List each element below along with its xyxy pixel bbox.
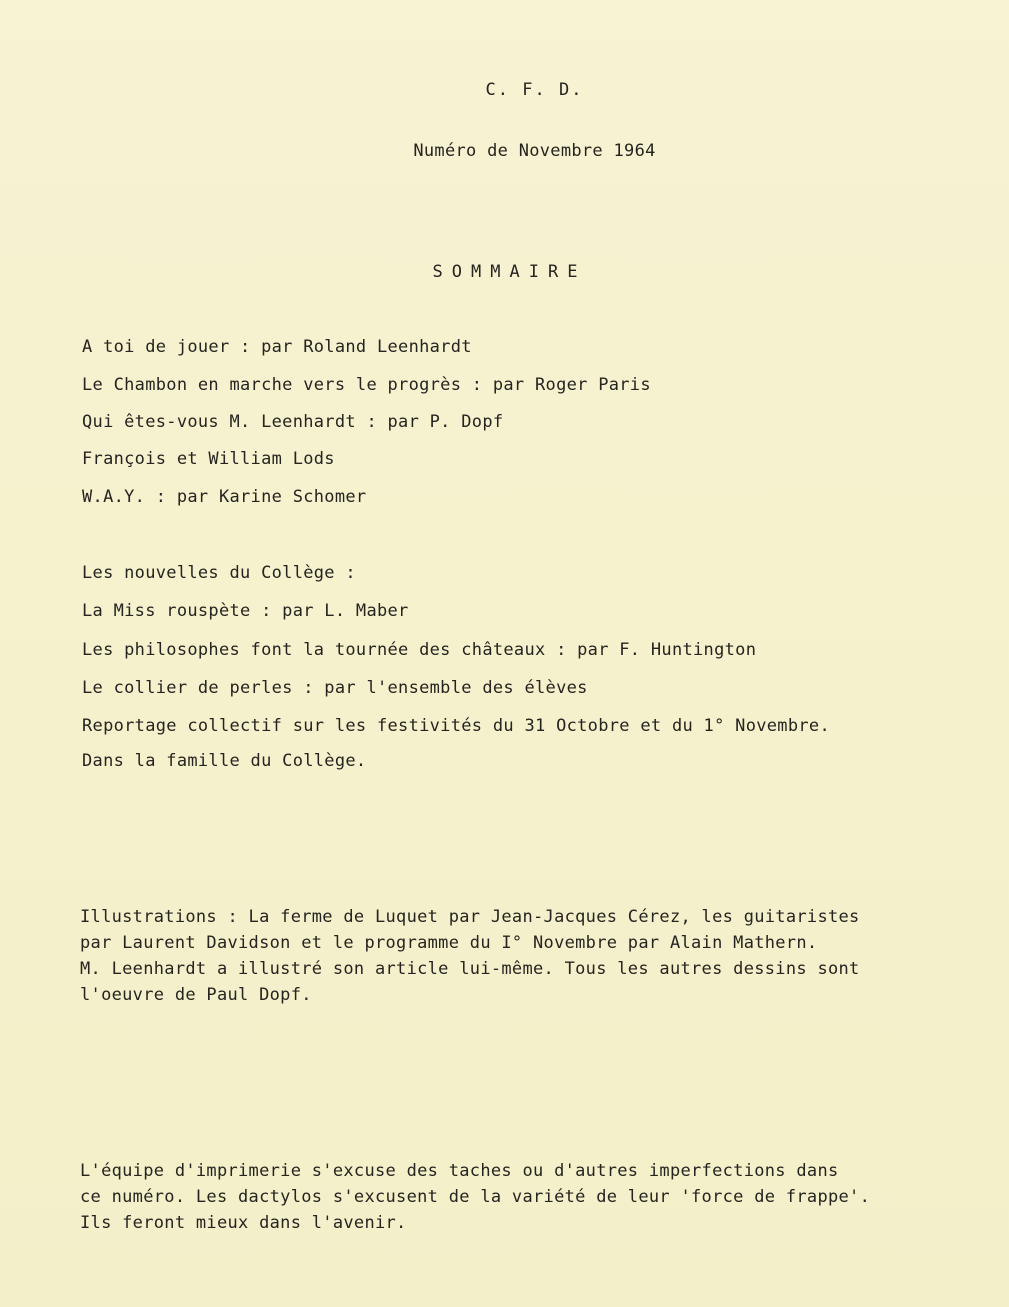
toc-item: Dans la famille du Collège. <box>82 751 367 771</box>
toc-item: Qui êtes-vous M. Leenhardt : par P. Dopf <box>82 412 504 432</box>
toc-item: La Miss rouspète : par L. Maber <box>82 601 409 621</box>
printing-apology-note: L'équipe d'imprimerie s'excuse des taches ou d'autres imperfections dans ce numéro. Les dactylos s'excusent de la variété de leur 'force de frappe'. Ils feront mieux dans l'avenir. <box>80 1161 871 1233</box>
toc-item: Les nouvelles du Collège : <box>82 563 356 583</box>
illustrations-note: Illustrations : La ferme de Luquet par Jean-Jacques Cérez, les guitaristes par Laurent Davidson et le programme du I° Novembre par Alain Mathern. M. Leenhardt a illustré son article lui-même. Tous les autres dessins sont l'oeuvre de Paul Dopf. <box>80 907 860 1005</box>
summary-heading: SOMMAIRE <box>432 262 587 282</box>
toc-item: A toi de jouer : par Roland Leenhardt <box>82 337 472 357</box>
toc-item: Reportage collectif sur les festivités du 31 Octobre et du 1° Novembre. <box>82 716 830 736</box>
issue-date: Numéro de Novembre 1964 <box>413 141 656 161</box>
toc-item: François et William Lods <box>82 449 335 469</box>
toc-item: Les philosophes font la tournée des châteaux : par F. Huntington <box>82 640 757 660</box>
document-title: C. F. D. <box>485 80 584 100</box>
toc-item: Le collier de perles : par l'ensemble des élèves <box>82 678 588 698</box>
toc-item: W.A.Y. : par Karine Schomer <box>82 487 367 507</box>
toc-item: Le Chambon en marche vers le progrès : par Roger Paris <box>82 375 651 395</box>
